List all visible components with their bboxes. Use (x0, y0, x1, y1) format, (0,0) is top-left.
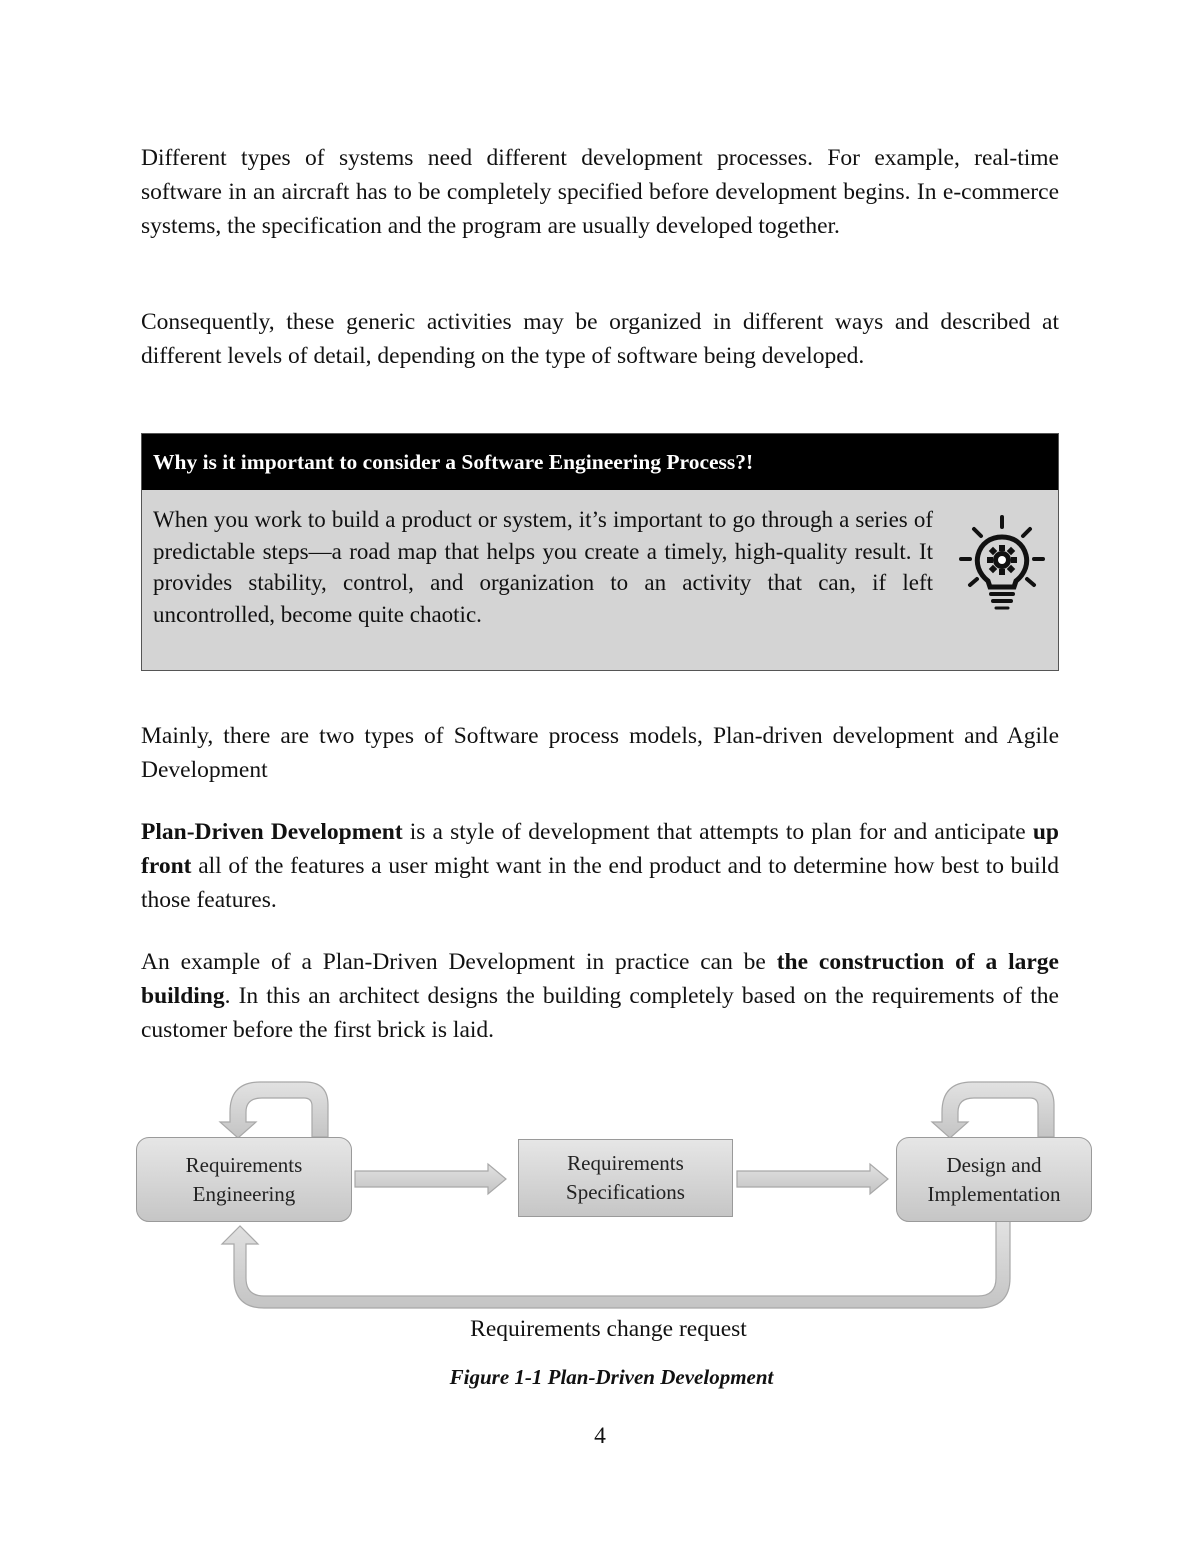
box-label-line: Engineering (192, 1181, 296, 1206)
paragraph-generic-activities: Consequently, these generic activities may be organized in different ways and described at different levels of detail, depending on the type of software being developed. (141, 309, 1059, 369)
self-loop-arrow-design-implementation (932, 1082, 1054, 1138)
box-label-line: Specifications (566, 1180, 685, 1204)
page-number: 4 (594, 1423, 606, 1449)
term-construction-large-building: the construction of a large building (141, 949, 1059, 1009)
paragraph-system-types: Different types of systems need different development processes. For example, real-time software in an aircraft has to be completely specified before development begins. In e-commerce systems, the specification and the program are usually developed together. (141, 145, 1059, 239)
arrow-specifications-to-design (737, 1164, 888, 1194)
box-requirements-specifications (518, 1139, 733, 1217)
box-label-line: Requirements (567, 1151, 684, 1175)
feedback-arrow-change-request (222, 1221, 1010, 1308)
feedback-label: Requirements change request (470, 1316, 747, 1342)
callout-body: When you work to build a product or system, it’s important to go through a series of predictable steps—a road map that helps you create a timely, high-quality result. It provides stability, control, and organization to an activity that can, if left uncontrolled, become quite chaotic. (153, 507, 933, 627)
paragraph-process-model-types: Mainly, there are two types of Software process models, Plan-driven development and Agile Development (141, 723, 1059, 783)
arrow-engineering-to-specifications (355, 1164, 506, 1194)
figure-caption: Figure 1-1 Plan-Driven Development (449, 1365, 774, 1389)
box-design-implementation (896, 1137, 1092, 1222)
box-label-line: Requirements (185, 1152, 303, 1177)
text-segment: all of the features a user might want in the end product and to determine how best to build those features. (141, 853, 1059, 913)
text-segment: . In this an architect designs the building completely based on the requirements of the customer before the first brick is laid. (141, 983, 1059, 1043)
text-segment: is a style of development that attempts to plan for and anticipate (402, 819, 1033, 845)
self-loop-arrow-requirements-engineering (220, 1082, 328, 1138)
callout-title: Why is it important to consider a Software Engineering Process?! (142, 434, 1058, 490)
box-requirements-engineering (136, 1137, 352, 1222)
box-label-line: Design and (946, 1152, 1042, 1177)
term-up-front: up front (141, 819, 1059, 879)
text-segment: An example of a Plan-Driven Development in practice can be (141, 949, 777, 975)
term-plan-driven-development: Plan-Driven Development (141, 819, 403, 845)
box-label-line: Implementation (927, 1181, 1061, 1206)
